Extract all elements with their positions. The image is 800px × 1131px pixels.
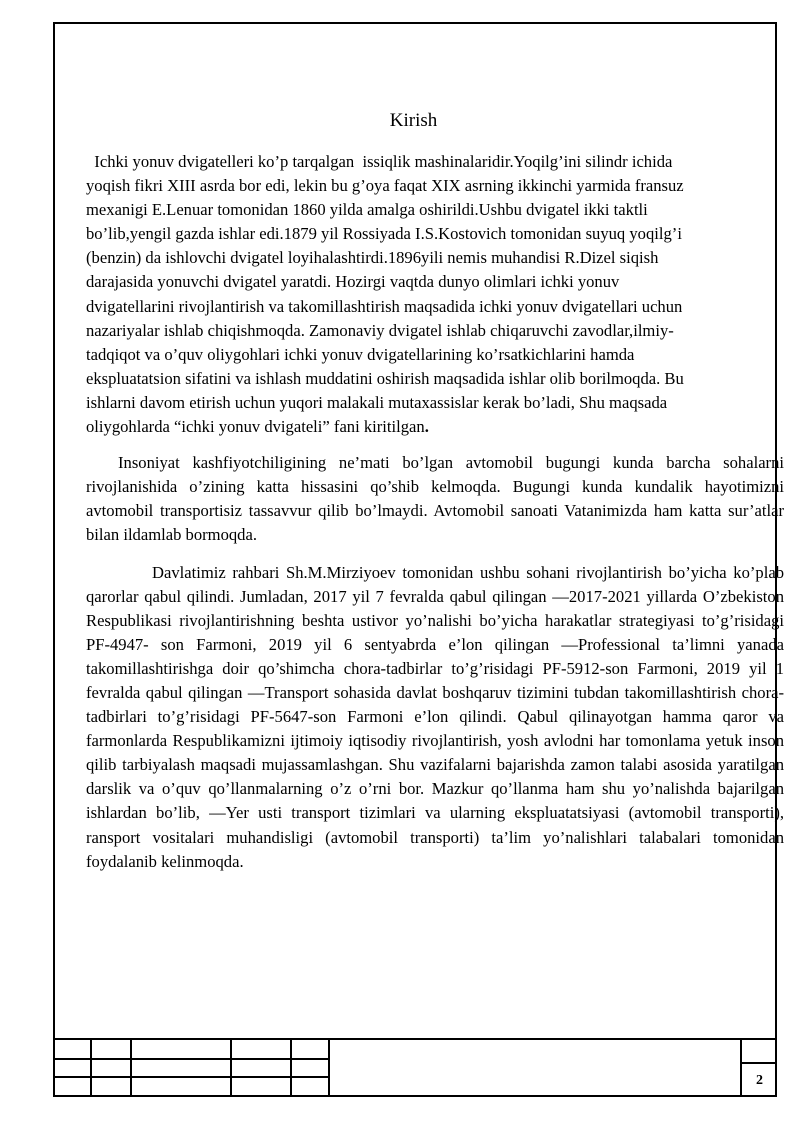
- page-title: Kirish: [389, 110, 438, 131]
- title-block-stamp: [53, 1038, 777, 1097]
- stamp-divider: [90, 1040, 92, 1097]
- document-body: [86, 106, 784, 874]
- paragraph-intro-end: .: [424, 417, 429, 437]
- paragraph-intro: [86, 150, 686, 439]
- paragraph-automobile: Insoniyat kashfiyotchiligining ne’mati bo’lgan avtomobil bugungi kunda barcha sohalarni rivojlanishida o’zining katta hissasini qo’shib kelmoqda. Bugungi kunda kundalik hayotimizni avtomobil transportisiz tassavvur qilib bo’lmaydi. Avtomobil sanoati Vatanimizda ham katta sur’atlar bilan ildamlab bormoqda.: [86, 453, 784, 545]
- stamp-divider: [328, 1040, 330, 1097]
- stamp-row-line: [53, 1076, 330, 1078]
- page-number: 2: [756, 1072, 763, 1088]
- stamp-row-line: [53, 1058, 330, 1060]
- paragraph-intro-text: Ichki yonuv dvigatelleri ko’p tarqalgan issiqlik mashinalaridir.Yoqilg’ini silindr ichida yoqish fikri XIII asrda bor edi, lekin bu g’oya faqat XIX asrning ikkinchi yarmida fransuz mexanigi E.Lenuar tomonidan 1860 yilda amalga oshirildi.Ushbu dvigatel ikki taktli bo’lib,yengil gazda ishlar edi.1879 yil Rossiyada I.S.Kostovich tomonidan suyuq yoqilg’i (benzin) da ishlovchi dvigatel loyihalashtirdi.1896yili nemis muhandisi R.Dizel siqish darajasida yonuvchi dvigatel yaratdi. Hozirgi vaqtda dunyo olimlari ichki yonuv dvigatellarini rivojlantirish va takomillashtirish maqsadida ichki yonuv dvigatellari uchun nazariyalar ishlab chiqishmoqda. Zamonaviy dvigatel ishlab chiqaruvchi zavodlar,ilmiy-tadqiqot va o’quv oliygohlari ichki yonuv dvigatellarining ko’rsatkichlarini hamda ekspluatatsion sifatini va ishlash muddatini oshirish maqsadida ishlar olib borilmoqda. Bu ishlarni davom etirish uchun yuqori malakali mutaxassislar kerak bo’ladi, Shu maqsada oliygohlarda “ichki yonuv dvigateli” fani kiritilgan: [86, 152, 688, 437]
- paragraph-decrees: Davlatimiz rahbari Sh.M.Mirziyoev tomonidan ushbu sohani rivojlantirish bo’yicha ko’plab qarorlar qabul qilindi. Jumladan, 2017 yil 7 fevralda qabul qilingan ―2017-2021 yillarda O’zbekiston Respublikasi rivojlantirishning beshta ustivor yo’nalishi bo’yicha harakatlar strategiyasi to’g’risidagi PF-4947- son Farmoni, 2019 yil 6 sentyabrda e’lon qilingan ―Professional ta’limni yanada takomillashtirishga doir qo’shimcha chora-tadbirlar to’g’risidagi PF-5912-son Farmoni, 2019 yil 1 fevralda qabul qilingan ―Transport sohasida davlat boshqaruv tizimini tubdan takomillashtirish chora-tadbirlari to’g’risidagi PF-5647-son Farmoni e’lon qilindi. Qabul qilinayotgan hamma qaror va farmonlarda Respublikamizni ijtimoiy iqtisodiy rivojlantirish, yosh avlodni har tomonlama yetuk inson qilib tarbiyalash maqsadi mujassamlashgan. Shu vazifalarni bajarishda zamon talabi asosida yaratilgan darslik va o’quv qo’llanmalarning o’z o’rni bor. Mazkur qo’llanma ham shu yo’nalishda bajarilgan ishlardan bo’lib, ―Yer usti transport tizimlari va ularning ekspluatatsiyasi (avtomobil transporti), ransport vositalari muhandisligi (avtomobil transporti) ta’lim yo’nalishlari talabalari tomonidan foydalanib kelinmoqda.: [86, 562, 784, 871]
- stamp-divider: [230, 1040, 232, 1097]
- stamp-divider: [130, 1040, 132, 1097]
- stamp-divider: [290, 1040, 292, 1097]
